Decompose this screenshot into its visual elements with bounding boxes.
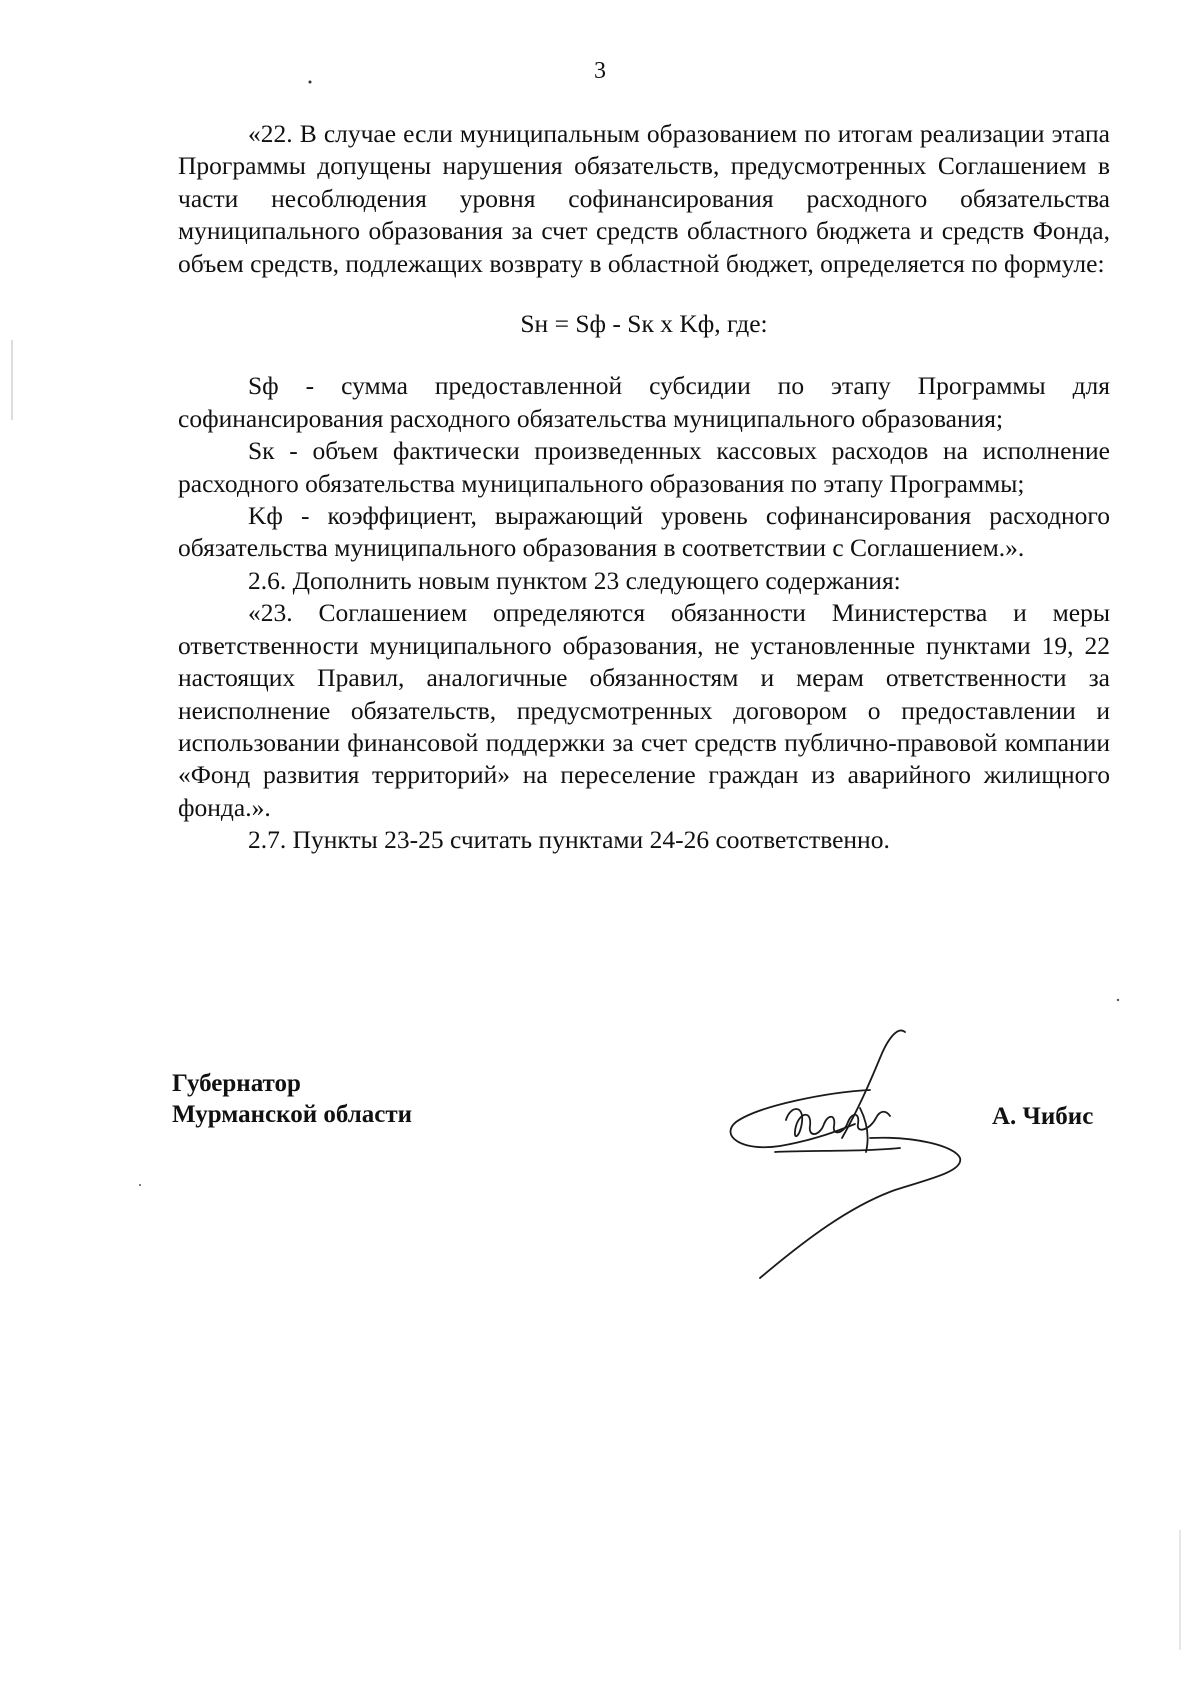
signatory-name: А. Чибис [992, 1103, 1094, 1130]
paragraph-23: «23. Соглашением определяются обязанности Министерства и меры ответственности муниципального образования, не установленные пунктами 19, 22 настоящих Правил, аналогичные обязанностям и мерам ответственности за неисполнение обязательств, предусмотренных договором о предоставлении и использовании финансовой поддержки за счет средств публично-правовой компании «Фонд развития территорий» на переселение граждан из аварийного жилищного фонда.». [178, 598, 1110, 822]
signatory-position [172, 1068, 412, 1130]
definition-kf: Kф - коэффициент, выражающий уровень софинансирования расходного обязательства муниципального образования в соответствии с Соглашением.». [178, 501, 1110, 563]
page-number: 3 [594, 58, 606, 84]
paragraph-22: «22. В случае если муниципальным образованием по итогам реализации этапа Программы допущены нарушения обязательств, предусмотренных Соглашением в части несоблюдения уровня софинансирования расходного обязательства муниципального образования за счет средств областного бюджета и средств Фонда, объем средств, подлежащих возврату в областной бюджет, определяется по формуле: [178, 119, 1110, 278]
paragraph-2-6: 2.6. Дополнить новым пунктом 23 следующего содержания: [248, 565, 901, 595]
signatory-title: Губернатор [172, 1070, 301, 1097]
document-body [178, 118, 1110, 857]
paragraph-2-7: 2.7. Пункты 23-25 считать пунктами 24-26 соответственно. [248, 825, 890, 855]
signatory-region: Мурманской области [172, 1101, 413, 1128]
definition-sk: Sк - объем фактически произведенных кассовых расходов на исполнение расходного обязательства муниципального образования по этапу Программы; [178, 436, 1110, 498]
formula: Sн = Sф - Sк х Kф, где: [520, 309, 768, 339]
definition-sf: Sф - сумма предоставленной субсидии по этапу Программы для софинансирования расходного обязательства муниципального образования; [178, 371, 1110, 433]
handwritten-signature [720, 1020, 1000, 1290]
